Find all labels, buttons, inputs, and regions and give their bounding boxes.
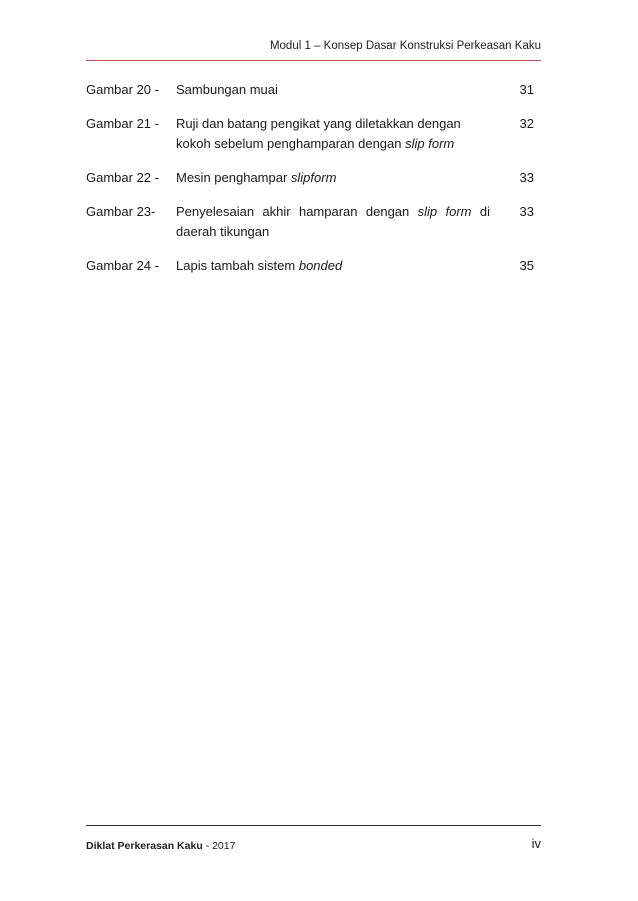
title-text: Mesin penghampar (176, 170, 291, 185)
figure-title (176, 114, 490, 154)
toc-entry[interactable] (86, 80, 534, 100)
page-number: 31 (519, 82, 534, 97)
footer-page-number: iv (531, 836, 541, 851)
page-number: 33 (519, 204, 534, 219)
title-text-italic: slip form (405, 136, 455, 151)
title-text: Sambungan muai (176, 82, 278, 97)
figure-title (176, 202, 490, 242)
title-text-italic: slip form (417, 204, 472, 219)
footer-separator: - (202, 840, 213, 852)
footer-course (86, 840, 235, 852)
footer-course-name: Diklat Perkerasan Kaku (86, 840, 203, 852)
title-text: di daerah tikungan (176, 204, 490, 239)
toc-entry[interactable] (86, 202, 534, 242)
figure-label: Gambar 24 - (86, 258, 159, 273)
title-text-italic: bonded (298, 258, 343, 273)
running-header: Modul 1 – Konsep Dasar Konstruksi Perkeasan Kaku (269, 40, 541, 52)
toc-entry[interactable] (86, 168, 534, 188)
header-rule (86, 60, 541, 61)
page-number: 32 (519, 116, 534, 131)
footer-year: 2017 (212, 840, 236, 852)
title-text: Lapis tambah sistem (176, 258, 299, 273)
page-number: 33 (519, 170, 534, 185)
figure-label: Gambar 22 - (86, 170, 159, 185)
figure-list (86, 80, 534, 290)
figure-title (176, 168, 490, 188)
page-number: 35 (519, 258, 534, 273)
title-text-italic: slipform (290, 170, 337, 185)
title-text: Penyelesaian akhir hamparan dengan (176, 204, 418, 219)
figure-label: Gambar 21 - (86, 116, 159, 131)
footer-rule (86, 825, 541, 826)
figure-title (176, 256, 490, 276)
title-text: Ruji dan batang pengikat yang diletakkan dengan kokoh sebelum penghamparan dengan (176, 116, 461, 151)
toc-entry[interactable] (86, 256, 534, 276)
figure-label: Gambar 23- (86, 204, 156, 219)
figure-label: Gambar 20 - (86, 82, 159, 97)
toc-entry[interactable] (86, 114, 534, 154)
figure-title (176, 80, 490, 100)
